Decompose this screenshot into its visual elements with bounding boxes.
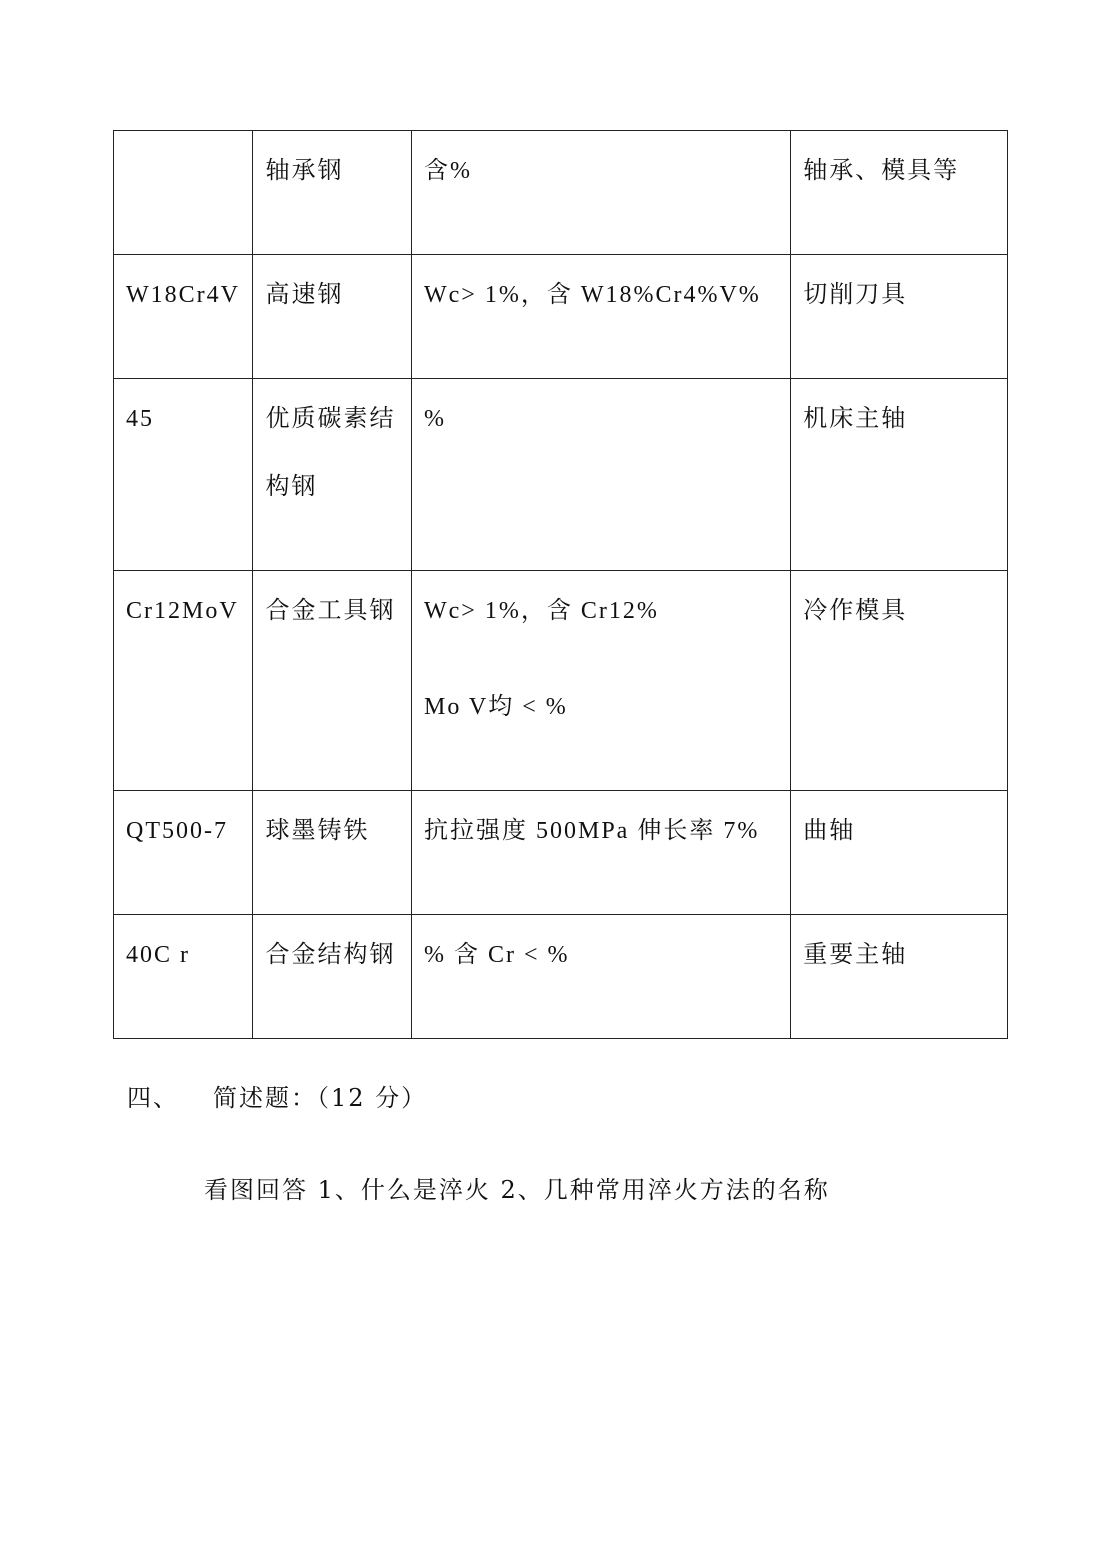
composition-cell: Wc> 1%，含 W18%Cr4%V% [411,255,790,379]
grade-cell: 40C r [114,915,253,1039]
section-number: 四、 [127,1084,179,1112]
table-row [114,571,1008,791]
grade-cell: 45 [114,379,253,571]
question-text: 看图回答 1、什么是淬火 2、几种常用淬火方法的名称 [204,1176,830,1204]
table-row [114,255,1008,379]
table-row [114,915,1008,1039]
composition-cell: % 含 Cr < % [411,915,790,1039]
name-cell: 合金工具钢 [253,571,412,791]
name-cell: 优质碳素结 构钢 [253,379,412,571]
name-cell: 合金结构钢 [253,915,412,1039]
section-heading [127,1078,427,1113]
grade-cell: Cr12MoV [114,571,253,791]
composition-cell: 抗拉强度 500MPa 伸长率 7% [411,791,790,915]
use-cell: 轴承、模具等 [791,131,1008,255]
name-cell: 轴承钢 [253,131,412,255]
table-row [114,131,1008,255]
table-row [114,791,1008,915]
composition-cell: % [411,379,790,571]
composition-cell: Wc> 1%，含 Cr12% Mo V均 < % [411,571,790,791]
grade-cell [114,131,253,255]
table-row [114,379,1008,571]
composition-cell: 含% [411,131,790,255]
section-title: 简述题：（12 分） [213,1084,428,1112]
use-cell: 冷作模具 [791,571,1008,791]
grade-cell: W18Cr4V [114,255,253,379]
use-cell: 重要主轴 [791,915,1008,1039]
grade-cell: QT500-7 [114,791,253,915]
use-cell: 曲轴 [791,791,1008,915]
use-cell: 切削刀具 [791,255,1008,379]
use-cell: 机床主轴 [791,379,1008,571]
name-cell: 高速钢 [253,255,412,379]
materials-table [113,130,1008,1039]
name-cell: 球墨铸铁 [253,791,412,915]
